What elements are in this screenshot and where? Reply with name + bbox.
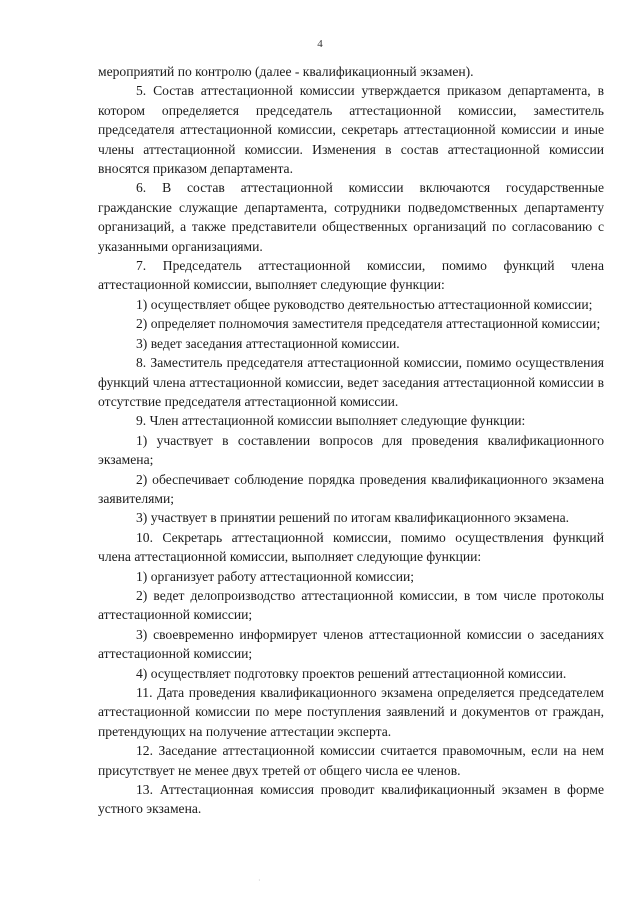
paragraph-11: 11. Дата проведения квалификационного экзамена определяется председателем аттестационной комиссии по мере поступления заявлений и документов от граждан, претендующих на получение аттестации эксперта.	[98, 685, 604, 739]
paragraph-7-item-1: 1) осуществляет общее руководство деятельностью аттестационной комиссии;	[136, 296, 593, 312]
document-body	[98, 62, 604, 819]
paragraph-7-item-3: 3) ведет заседания аттестационной комиссии.	[136, 335, 400, 351]
paragraph-9-item-1: 1) участвует в составлении вопросов для проведения квалификационного экзамена;	[98, 432, 604, 468]
paragraph-7-item-2: 2) определяет полномочия заместителя председателя аттестационной комиссии;	[136, 316, 601, 332]
paragraph-10-item-4: 4) осуществляет подготовку проектов решений аттестационной комиссии.	[136, 665, 567, 681]
page-number: 4	[317, 38, 323, 50]
paragraph-6: 6. В состав аттестационной комиссии включаются государственные гражданские служащие департамента, сотрудники подведомственных департаменту организаций, а также представители общественных организаций по согласованию с указанными организациями.	[98, 180, 604, 254]
paragraph-9-item-3: 3) участвует в принятии решений по итогам квалификационного экзамена.	[136, 510, 570, 526]
paragraph-5: 5. Состав аттестационной комиссии утверждается приказом департамента, в котором определяется председатель аттестационной комиссии, заместитель председателя аттестационной комиссии, секретарь аттестационной комиссии и иные члены аттестационной комиссии. Изменения в состав аттестационной комиссии вносятся приказом департамента.	[98, 83, 604, 177]
paragraph-9-item-2: 2) обеспечивает соблюдение порядка проведения квалификационного экзамена заявителями;	[98, 471, 604, 506]
paragraph-9: 9. Член аттестационной комиссии выполняет следующие функции:	[136, 413, 526, 429]
paragraph-10: 10. Секретарь аттестационной комиссии, помимо осуществления функций члена аттестационной комиссии, выполняет следующие функции:	[98, 529, 604, 565]
paragraph-8: 8. Заместитель председателя аттестационной комиссии, помимо осуществления функций члена аттестационной комиссии, ведет заседания аттестационной комиссии в отсутствие председателя аттестационной комиссии.	[98, 355, 604, 409]
paragraph-10-item-2: 2) ведет делопроизводство аттестационной комиссии, в том числе протоколы аттестационной комиссии;	[98, 587, 604, 623]
paragraph-7: 7. Председатель аттестационной комиссии, помимо функций члена аттестационной комиссии, выполняет следующие функции:	[98, 258, 604, 293]
paragraph-10-item-1: 1) организует работу аттестационной комиссии;	[136, 568, 415, 584]
paragraph-continuation: мероприятий по контролю (далее - квалификационный экзамен).	[98, 64, 474, 79]
paragraph-10-item-3: 3) своевременно информирует членов аттестационной комиссии о заседаниях аттестационной комиссии;	[98, 626, 604, 662]
scan-mark: ·	[258, 876, 261, 885]
paragraph-12: 12. Заседание аттестационной комиссии считается правомочным, если на нем присутствует не менее двух третей от общего числа ее членов.	[98, 743, 604, 778]
paragraph-13: 13. Аттестационная комиссия проводит квалификационный экзамен в форме устного экзамена.	[98, 782, 604, 817]
